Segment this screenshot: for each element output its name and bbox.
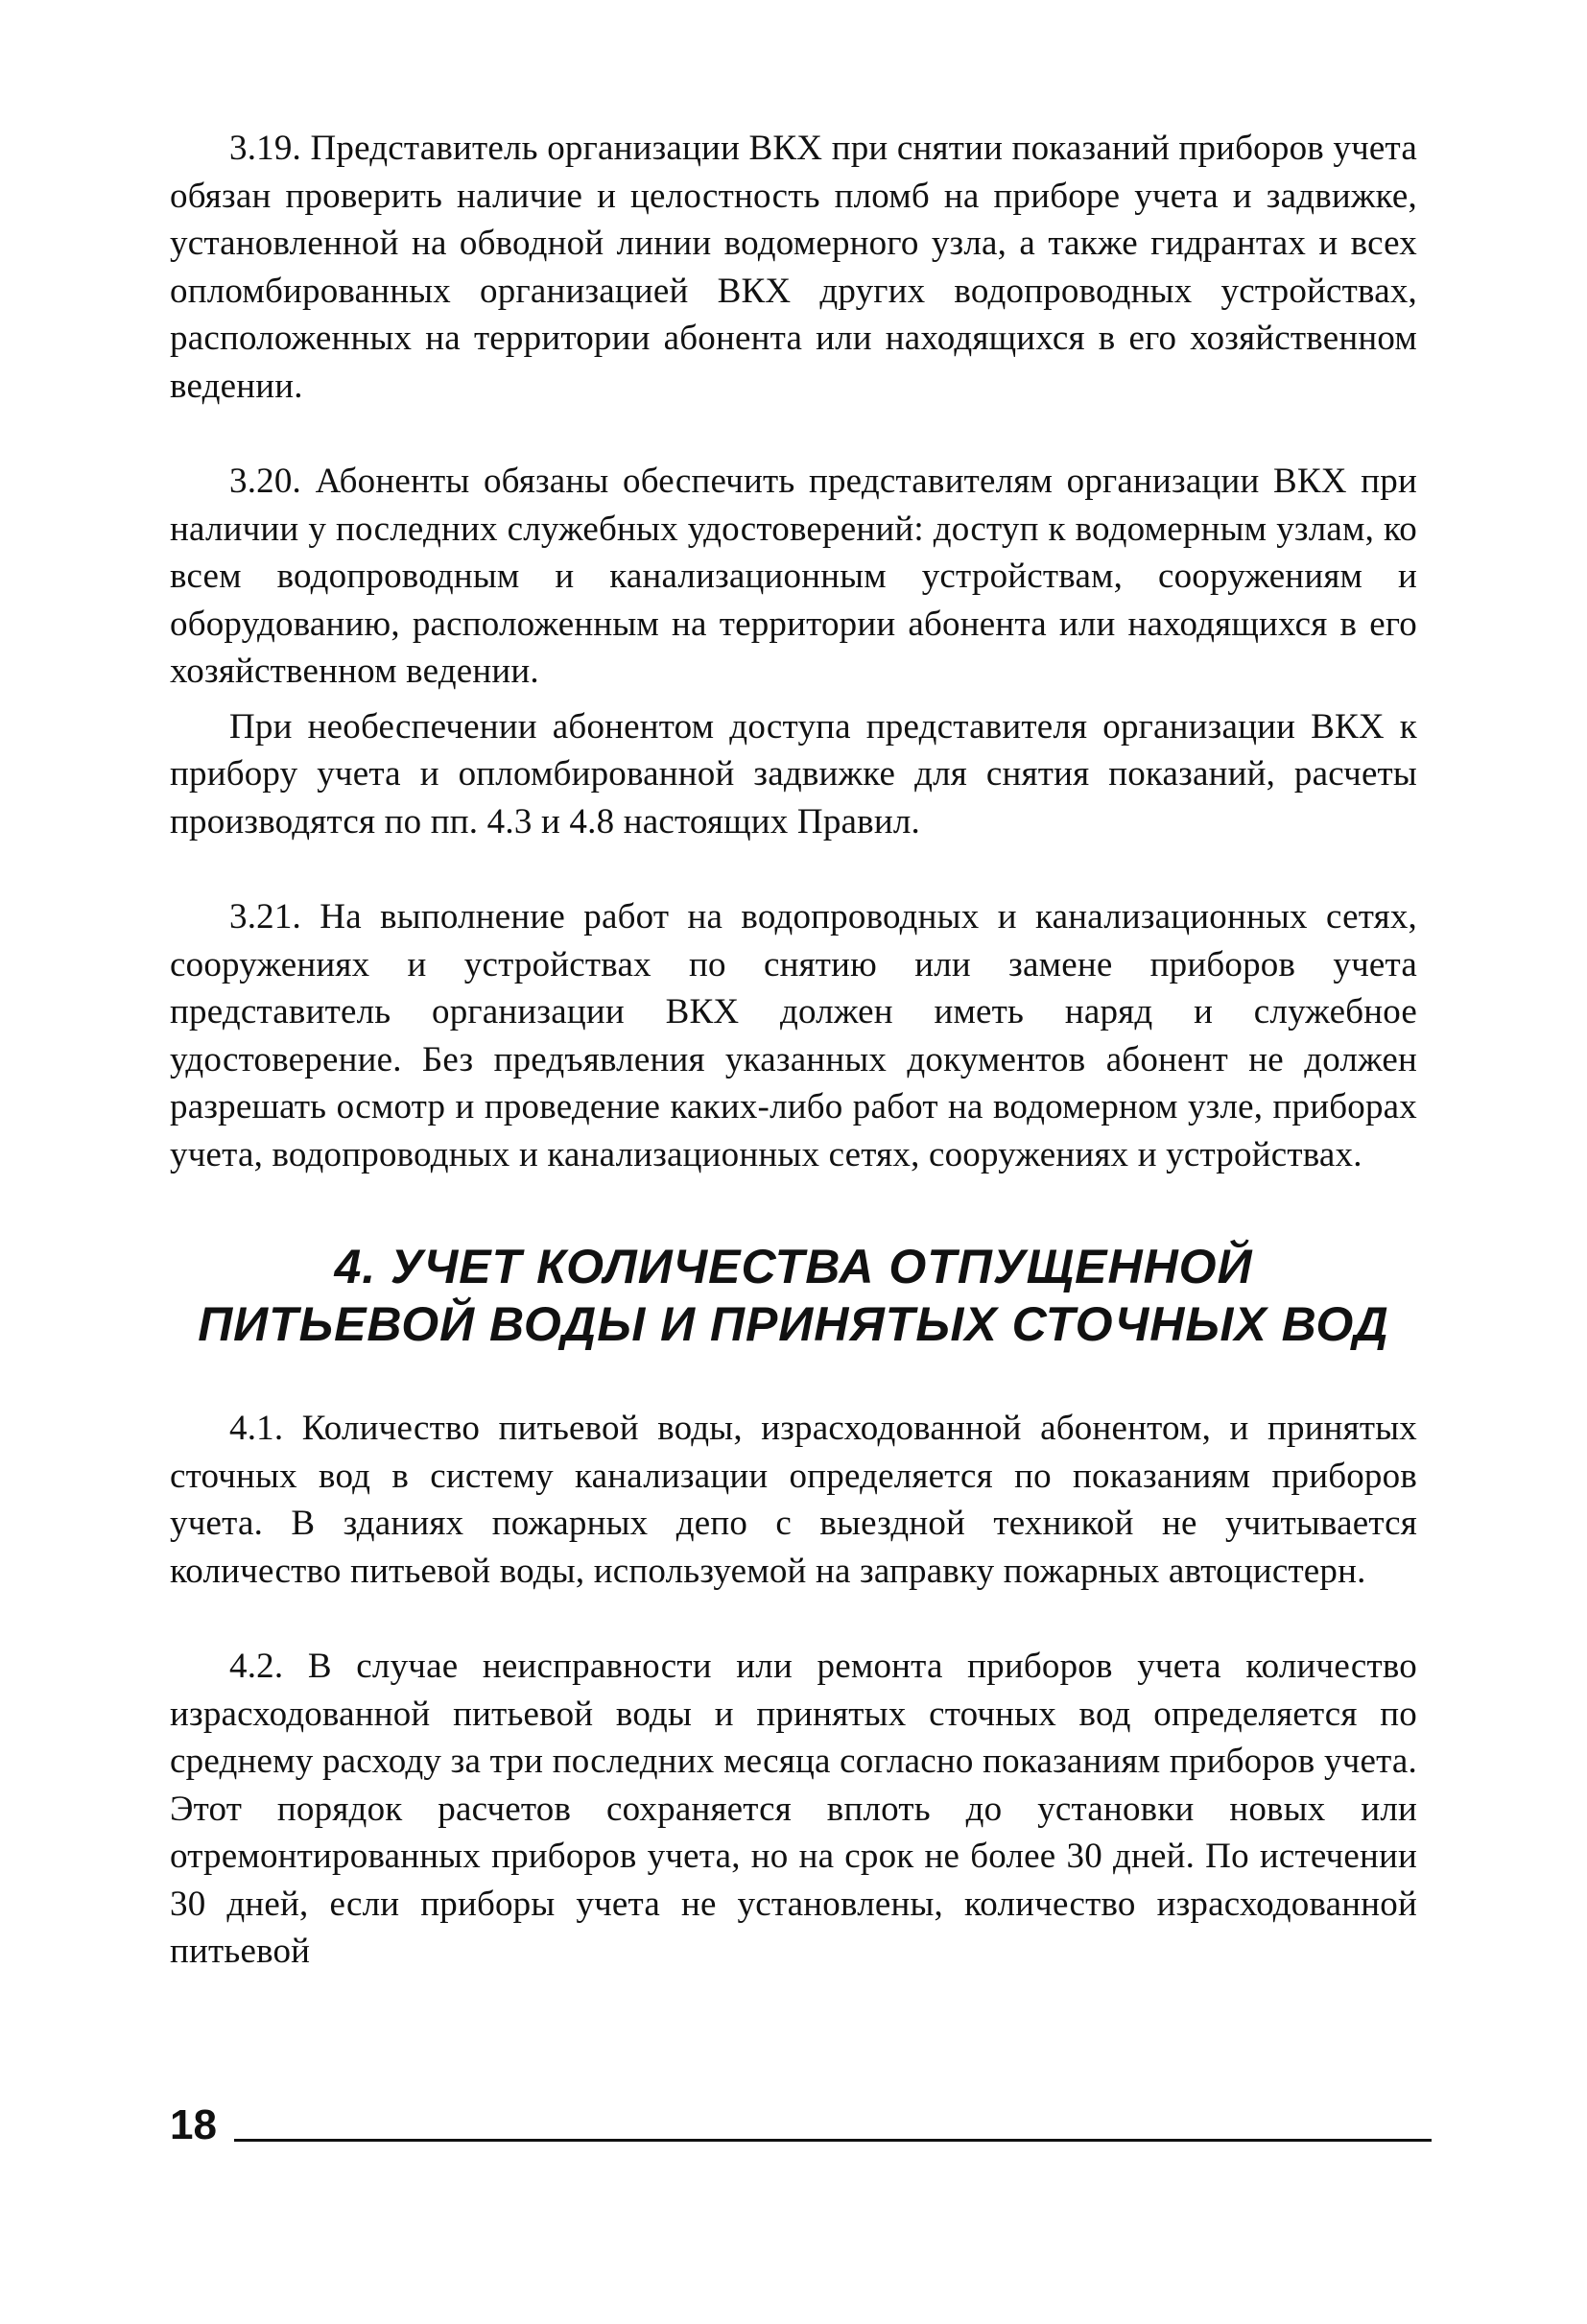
document-page — [170, 125, 1417, 1976]
section-heading — [170, 1238, 1417, 1353]
paragraph-3-21: 3.21. На выполнение работ на водопроводных и канализационных сетях, сооружениях и устройствах по снятию или замене приборов учета представитель организации ВКХ должен иметь наряд и служебное удостоверение. Без предъявления указанных документов абонент не должен разрешать осмотр и проведение каких-либо работ на водомерном узле, приборах учета, водопроводных и канализационных сетях, сооружениях и устройствах. — [170, 897, 1417, 1174]
paragraph-4-1: 4.1. Количество питьевой воды, израсходованной абонентом, и принятых сточных вод в систему канализации определяется по показаниям приборов учета. В зданиях пожарных депо с выездной техникой не учитывается количество питьевой воды, используемой на заправку пожарных автоцистерн. — [170, 1409, 1417, 1591]
page-number: 18 — [170, 2101, 217, 2148]
paragraph-spacer — [170, 845, 1417, 893]
section-heading-line-1: 4. УЧЕТ КОЛИЧЕСТВА ОТПУЩЕННОЙ — [334, 1240, 1253, 1293]
paragraph-spacer — [170, 1595, 1417, 1643]
paragraph-3-20-continuation: При необеспечении абонентом доступа представителя организации ВКХ к прибору учета и опломбированной задвижке для снятия показаний, расчеты производятся по пп. 4.3 и 4.8 настоящих Правил. — [170, 706, 1417, 842]
paragraph-3-20: 3.20. Абоненты обязаны обеспечить представителям организации ВКХ при наличии у последних служебных удостоверений: доступ к водомерным узлам, ко всем водопроводным и канализационным устройствам, сооружениям и оборудованию, расположенным на территории абонента или находящихся в его хозяйственном ведении. — [170, 462, 1417, 691]
paragraph-spacer — [170, 696, 1417, 703]
section-heading-line-2: ПИТЬЕВОЙ ВОДЫ И ПРИНЯТЫХ СТОЧНЫХ ВОД — [198, 1297, 1389, 1351]
footer-rule — [234, 2139, 1432, 2142]
paragraph-4-2: 4.2. В случае неисправности или ремонта приборов учета количество израсходованной питьевой воды и принятых сточных вод определяется по среднему расходу за три последних месяца согласно показаниям приборов учета. Этот порядок расчетов сохраняется вплоть до установки новых или отремонтированных приборов учета, но на срок не более 30 дней. По истечении 30 дней, если приборы учета не установлены, количество израсходованной питьевой — [170, 1647, 1417, 1971]
paragraph-3-19: 3.19. Представитель организации ВКХ при снятии показаний приборов учета обязан проверить наличие и целостность пломб на приборе учета и задвижке, установленной на обводной линии водомерного узла, а также гидрантах и всех опломбированных организацией ВКХ других водопроводных устройствах, расположенных на территории абонента или находящихся в его хозяйственном ведении. — [170, 129, 1417, 406]
paragraph-spacer — [170, 410, 1417, 458]
page-footer — [170, 2082, 1432, 2149]
